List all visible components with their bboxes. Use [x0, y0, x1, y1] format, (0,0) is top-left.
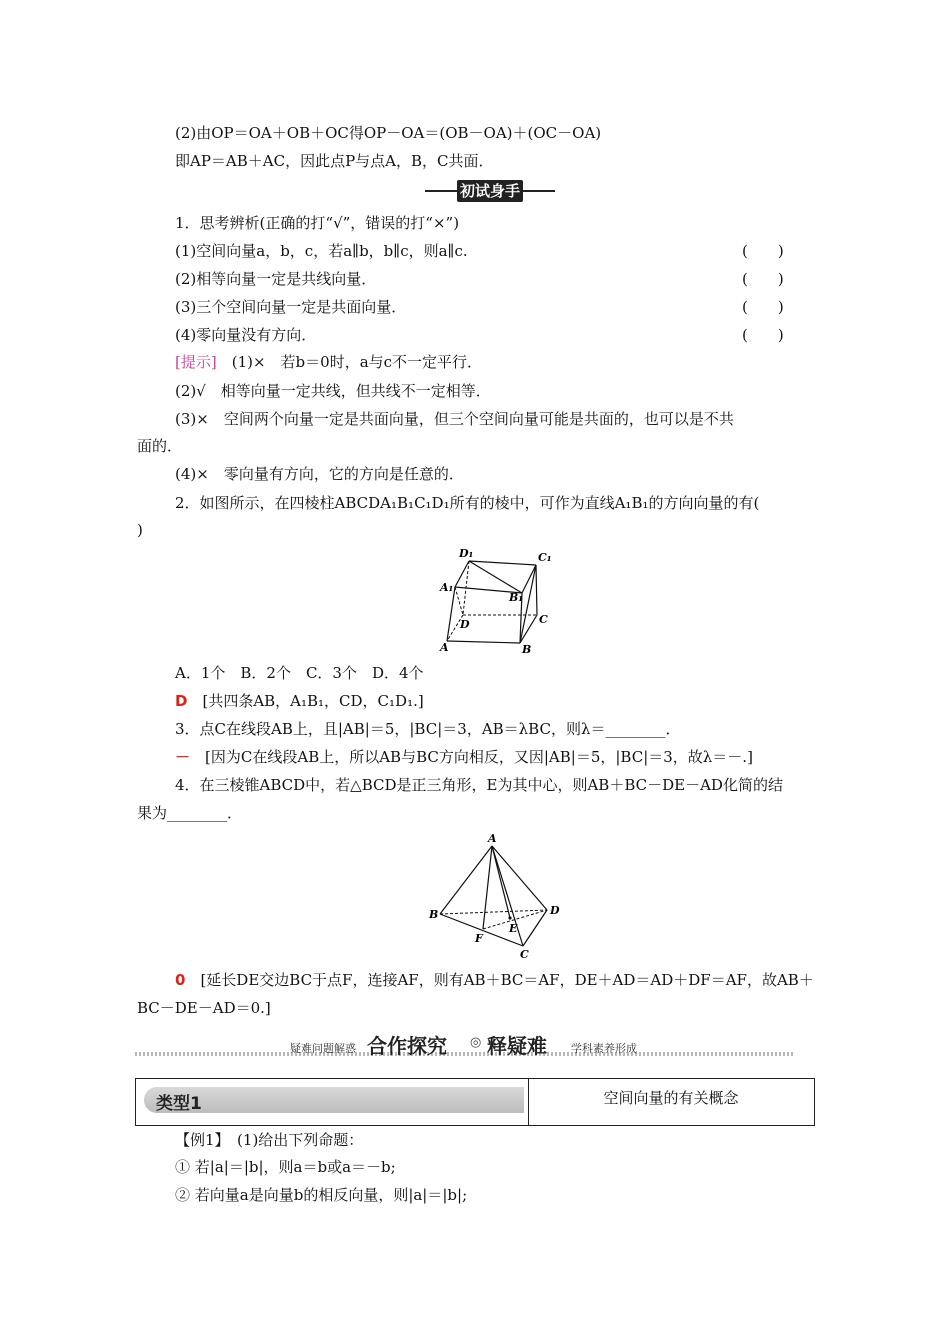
answer-paren-1: ( ): [742, 242, 784, 260]
answer-4-tail: BC－DE－AD＝0.]: [137, 999, 271, 1017]
section-title: 初试身手: [457, 180, 523, 202]
type-title: 空间向量的有关概念: [603, 1089, 739, 1107]
answer-2-letter: D: [175, 692, 188, 710]
example-item-2: ② 若向量a是向量b的相反向量，则|a|＝|b|;: [175, 1186, 468, 1204]
label-C: C: [520, 948, 529, 960]
proof-line-2: 即AP＝AB＋AC，因此点P与点A，B，C共面．: [175, 152, 494, 170]
question-2-options: A．1个 B．2个 C．3个 D．4个: [175, 664, 424, 682]
hint-line-3a: (3)× 空间两个向量一定是共面向量，但三个空间向量可能是共面的，也可以是不共: [175, 410, 734, 428]
answer-3-letter: －: [175, 748, 191, 766]
question-1-item-1: (1)空间向量a，b，c，若a∥b，b∥c，则a∥c.: [175, 242, 468, 260]
question-1: 1．思考辨析(正确的打“√”，错误的打“×”): [175, 214, 460, 232]
label-E: E: [509, 922, 518, 935]
answer-3: [175, 747, 753, 767]
label-D: D: [460, 618, 470, 631]
answer-2-text: [共四条AB，A₁B₁，CD，C₁D₁.]: [202, 692, 424, 710]
answer-3-text: [因为C在线段AB上，所以AB与BC方向相反，又因|AB|＝5，|BC|＝3，故λ＝－.]: [205, 748, 753, 766]
type-label: 类型1: [156, 1094, 202, 1114]
label-B: B: [522, 643, 532, 656]
label-A: A: [488, 832, 497, 845]
question-4: 4．在三棱锥ABCD中，若△BCD是正三角形，E为其中心，则AB＋BC－DE－AD化简的结: [175, 776, 783, 794]
answer-paren-4: ( ): [742, 326, 784, 344]
answer-paren-2: ( ): [742, 270, 784, 288]
prism-figure: [425, 545, 560, 657]
hint-line-4: (4)× 零向量有方向，它的方向是任意的．: [175, 465, 464, 483]
question-1-item-4: (4)零向量没有方向．: [175, 326, 317, 344]
answer-4: [175, 970, 814, 990]
hint-1-text: (1)× 若b＝0时，a与c不一定平行．: [231, 353, 483, 371]
answer-paren-3: ( ): [742, 298, 784, 316]
question-1-item-2: (2)相等向量一定是共线向量．: [175, 270, 377, 288]
answer-4-letter: 0: [175, 971, 186, 989]
label-D1: D₁: [459, 547, 474, 560]
answer-2: [175, 691, 424, 711]
question-3: 3．点C在线段AB上，且|AB|＝5，|BC|＝3，AB＝λBC，则λ＝________．: [175, 720, 681, 738]
proof-line-1: (2)由OP＝OA＋OB＋OC得OP－OA＝(OB－OA)＋(OC－OA): [175, 124, 602, 142]
label-C: C: [539, 613, 548, 626]
example-item-1: ① 若|a|＝|b|，则a＝b或a＝－b;: [175, 1158, 396, 1176]
chevron-right-icon: ◎: [470, 1035, 482, 1050]
question-2-tail: ): [137, 521, 143, 539]
question-1-item-3: (3)三个空间向量一定是共面向量．: [175, 298, 407, 316]
section-banner-first-try: [425, 178, 555, 204]
hint-line-2: (2)√ 相等向量一定共线，但共线不一定相等．: [175, 382, 491, 400]
hint-line-3b: 面的．: [137, 437, 183, 455]
label-F: F: [475, 932, 483, 945]
answer-4-text: [延长DE交边BC于点F，连接AF，则有AB＋BC＝AF，DE＋AD＝AD＋DF＝AF，故AB＋: [200, 971, 814, 989]
question-2: 2．如图所示，在四棱柱ABCDA₁B₁C₁D₁所有的棱中，可作为直线A₁B₁的方向向量的有(: [175, 494, 760, 512]
label-D: D: [550, 904, 560, 917]
label-C1: C₁: [538, 551, 552, 564]
section-banner-cooperative: [135, 1030, 793, 1060]
label-A: A: [440, 641, 449, 654]
hint-tag: [提示]: [175, 353, 217, 371]
label-B: B: [429, 908, 439, 921]
type-box: [135, 1078, 815, 1126]
banner-big-1: 合作探究: [367, 1034, 447, 1058]
banner-left-small: 疑难问题解惑: [290, 1042, 356, 1055]
banner-big-2: 释疑难: [487, 1034, 547, 1058]
example-heading: 【例1】 (1)给出下列命题：: [175, 1131, 364, 1149]
hint-line-1: [175, 352, 482, 372]
label-A1: A₁: [440, 581, 454, 594]
question-4-tail: 果为________．: [137, 804, 243, 822]
banner-right-small: 学科素养形成: [571, 1042, 637, 1055]
tetrahedron-figure: [425, 830, 565, 960]
label-B1: B₁: [509, 591, 524, 604]
